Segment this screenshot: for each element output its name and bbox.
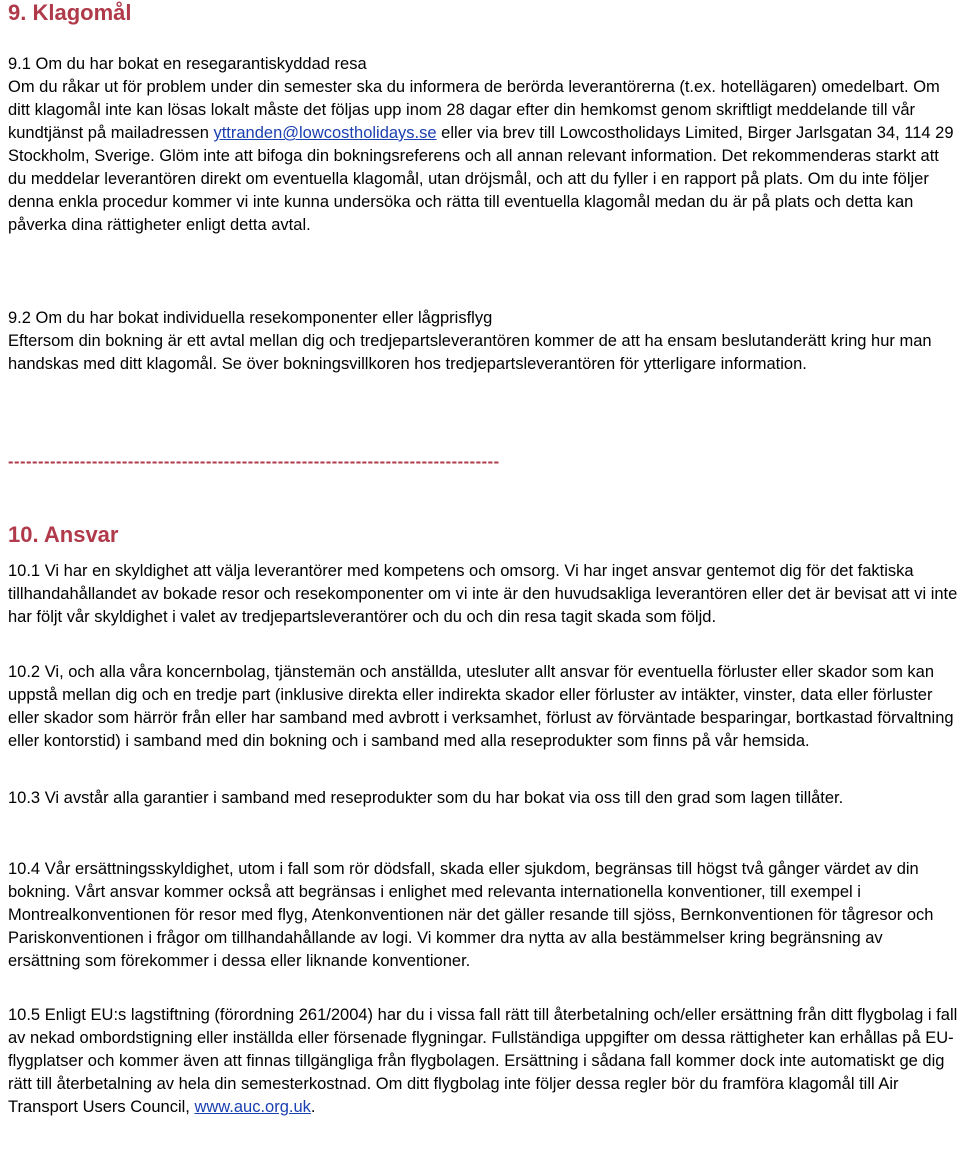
section-10-4: 10.4 Vår ersättningsskyldighet, utom i fall som rör dödsfall, skada eller sjukdom, begränsas till högst två gånger värdet av din bokning. Vårt ansvar kommer också att begränsas i enlighet med relevanta internationella konventioner, till exempel i Montrealkonventionen för resor med flyg, Atenkonventionen när det gäller resande till sjöss, Bernkonventionen för tågresor och Pariskonventionen i frågor om tillhandahållande av logi. Vi kommer dra nytta av alla bestämmelser kring begränsning av ersättning som förekommer i dessa eller liknande konventioner. (8, 860, 934, 970)
section-9-1-body (8, 76, 958, 237)
section-10-5 (8, 1004, 958, 1119)
section-10-5-text: 10.5 Enligt EU:s lagstiftning (förordning 261/2004) har du i vissa fall rätt till återbetalning och/eller ersättning från ditt flygbolag i fall av nekad ombordstigning eller inställda eller försenade flygningar. Fullständiga uppgifter om dessa rättigheter kan erhållas på EU-flygplatser och kommer även att finnas tillgängliga från flygbolagen. Ersättning i sådana fall kommer dock inte automatiskt ge dig rätt till återbetalning av hela din semesterkostnad. Om ditt flygbolag inte följer dessa regler bör du framföra klagomål till Air Transport Users Council, (8, 1006, 958, 1116)
section-10-5-end: . (310, 1098, 316, 1116)
email-link[interactable]: yttranden@lowcostholidays.se (213, 124, 437, 142)
section-9-1-text-1: Om du råkar ut för problem under din semester ska du informera de berörda leverantörerna (t.ex. hotellägaren) omedelbart. Om ditt klagomål inte kan lösas lokalt måste det följas upp inom 28 dagar efter din hemkomst genom skriftligt meddelande till vår kundtjänst på mailadressen (8, 78, 940, 142)
section-9-2-body: Eftersom din bokning är ett avtal mellan dig och tredjepartsleverantören kommer de att ha ensam beslutanderätt kring hur man handskas med ditt klagomål. Se över bokningsvillkoren hos tredjepartsleverantören för ytterligare information. (8, 332, 932, 373)
section-9-2-title: 9.2 Om du har bokat individuella resekomponenter eller lågprisflyg (8, 309, 493, 327)
auc-link[interactable]: www.auc.org.uk (194, 1098, 311, 1116)
heading-section-10: 10. Ansvar (8, 522, 119, 547)
section-9-2 (8, 307, 958, 376)
heading-section-9: 9. Klagomål (8, 0, 132, 25)
section-10-3: 10.3 Vi avstår alla garantier i samband med reseprodukter som du har bokat via oss till den grad som lagen tillåter. (8, 789, 844, 807)
section-10-2: 10.2 Vi, och alla våra koncernbolag, tjänstemän och anställda, utesluter allt ansvar för eventuella förluster eller skador som kan uppstå mellan dig och en tredje part (inklusive direkta eller indirekta skador eller förluster av intäkter, vinster, data eller förluster eller skador som härrör från eller har samband med avbrott i verksamhet, förlust av förväntade besparingar, bortkastad förvaltning eller kontorstid) i samband med din bokning och i samband med alla reseprodukter som finns på vår hemsida. (8, 663, 954, 750)
section-10-1: 10.1 Vi har en skyldighet att välja leverantörer med kompetens och omsorg. Vi har inget ansvar gentemot dig för det faktiska tillhandahållandet av bokade resor och resekomponenter om vi inte är den huvudsakliga leverantören eller det är bevisat att vi inte har följt vår skyldighet i valet av tredjepartsleverantörer och du och din resa tagit skada som följd. (8, 562, 958, 626)
section-9-1-text-2: eller via brev till Lowcostholidays Limited, Birger Jarlsgatan 34, 114 29 Stockholm, Sverige. Glöm inte att bifoga din bokningsreferens och all annan relevant information. Det rekommenderas starkt att du meddelar leverantören direkt om eventuella klagomål, utan dröjsmål, och att du fyller i en rapport på plats. Om du inte följer denna enkla procedur kommer vi inte kunna undersöka och rätta till eventuella klagomål medan du är på plats och detta kan påverka dina rättigheter enligt detta avtal. (8, 124, 954, 234)
section-9-1 (8, 53, 958, 237)
dashed-divider: ---------------------------------------------------------------------------------- (8, 453, 500, 471)
section-9-1-title: 9.1 Om du har bokat en resegarantiskyddad resa (8, 55, 367, 73)
